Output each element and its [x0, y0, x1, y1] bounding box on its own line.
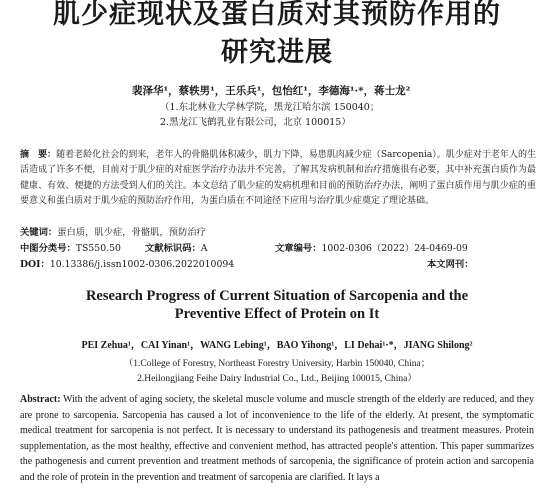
english-title-line-2: Preventive Effect of Protein on It — [174, 306, 380, 322]
english-affiliation-1: （1.College of Forestry, Northeast Forestry University, Harbin 150040, China； — [123, 359, 431, 369]
article-number — [275, 240, 468, 254]
document-code-label: 文献标识码： — [145, 243, 201, 254]
english-affiliation-2: 2.Heilongjiang Feihe Dairy Industrial Co., Ltd., Beijing 100015, China） — [137, 374, 417, 384]
english-title-line-1: Research Progress of Current Situation of Sarcopenia and the — [85, 288, 469, 304]
cite-label: 本文网刊： — [427, 259, 474, 270]
keywords — [20, 224, 206, 238]
chinese-title-line-2: 研究进展 — [221, 37, 333, 68]
doi — [20, 256, 234, 270]
article-number-label: 文章编号： — [275, 243, 322, 254]
keywords-text: 蛋白质，肌少症，骨骼肌，预防治疗 — [57, 227, 206, 238]
document-code-value: A — [200, 243, 208, 254]
english-authors: PEI Zehua¹，CAI Yinan¹，WANG Lebing¹，BAO Yihong¹，LI Dehai¹·*，JIANG Shilong² — [81, 340, 473, 351]
clc-label: 中图分类号： — [20, 243, 76, 254]
chinese-affiliation-2: 2.黑龙江飞鹤乳业有限公司，北京 100015） — [160, 117, 351, 128]
chinese-abstract-text: 随着老龄化社会的到来，老年人的骨骼肌体积减少，肌力下降，易患肌肉减少症（Sarcopenia）。肌少症对于老年人的生活造成了许多不便，目前对于肌少症的对症医学治疗办法并不完善，了解其发病机制和治疗措施很有必要，其中补充蛋白质作为最健康、有效、便捷的方法受到人们的关注。本文总结了肌少症的发病机理和目前的预防治疗办法，阐明了蛋白质作用与肌少症的重要意义和蛋白质对于肌少症的预防治疗作用，为蛋白质在不同途径下应用与治疗肌少症奠定了理论基础。 — [20, 150, 536, 206]
document-code — [145, 240, 208, 254]
article-number-value: 1002-0306（2022）24-0469-09 — [321, 243, 468, 254]
doi-value: 10.13386/j.issn1002-0306.2022010094 — [49, 259, 235, 270]
english-abstract-label: Abstract: — [20, 394, 61, 405]
clc-value: TS550.50 — [75, 243, 121, 254]
english-abstract — [20, 392, 534, 486]
chinese-authors: 裴泽华¹，蔡轶男¹，王乐兵¹，包怡红¹，李德海¹·*，蒋士龙² — [132, 85, 411, 97]
keywords-label: 关键词： — [20, 227, 58, 238]
chinese-abstract-label: 摘 要： — [20, 150, 57, 160]
chinese-affiliation-1: （1.东北林业大学林学院，黑龙江哈尔滨 150040； — [160, 102, 380, 113]
doi-label: DOI： — [20, 259, 50, 270]
english-abstract-text: With the advent of aging society, the skeletal muscle volume and muscle strength of the elderly are reduced, and they are prone to sarcopenia. Sarcopenia has caused a lot of inconvenience to the life of the elderly. At present, the symptomatic medical treatment for sarcopenia is not perfect. It is necessary to understand its pathogenesis and treatment measures. Protein supplementation, as the most healthy, effective and convenient method, has attracted people's attention. This paper summarizes the pathogenesis and current prevention and treatment methods of sarcopenia, the significance of protein action and sarcopenia and the role of protein in the prevention and treatment of sarcopenia are clarified. It lays a — [20, 394, 534, 483]
chinese-title-line-1: 肌少症现状及蛋白质对其预防作用的 — [53, 0, 501, 30]
clc-number — [20, 240, 121, 254]
chinese-abstract — [20, 148, 536, 209]
